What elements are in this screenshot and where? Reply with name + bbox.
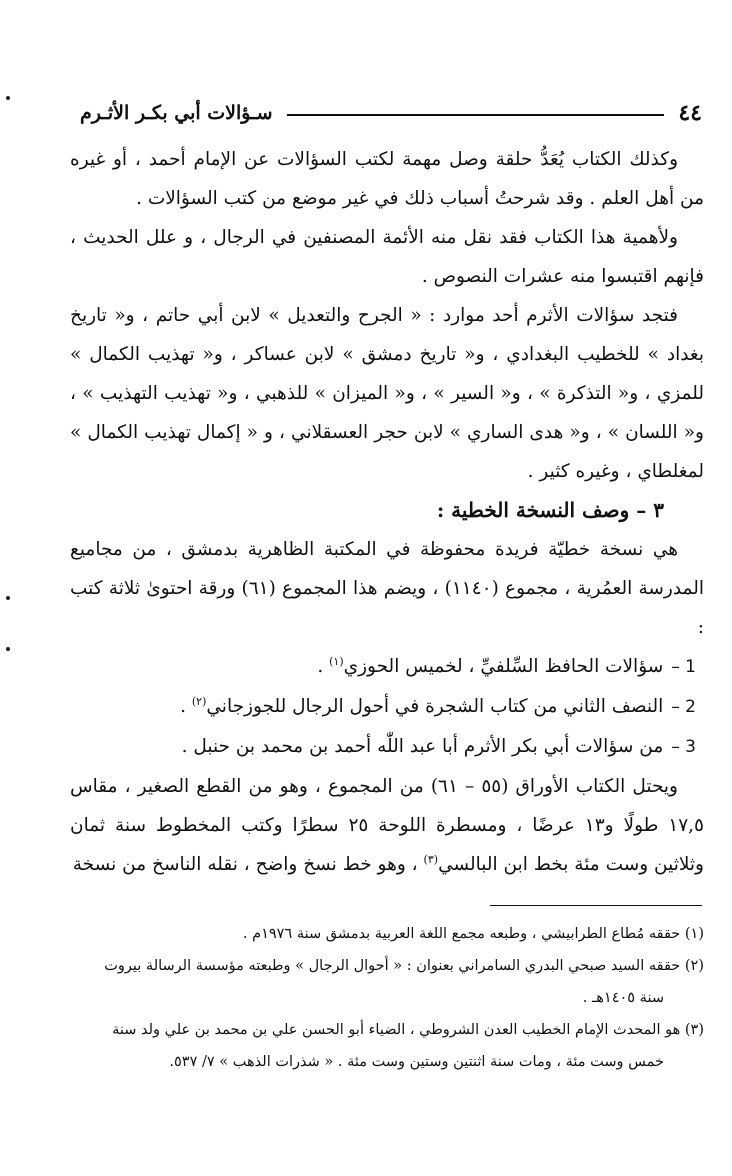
list-item bbox=[70, 647, 704, 687]
scan-speck bbox=[6, 96, 10, 100]
footnote-marker: (١) bbox=[329, 654, 344, 668]
list-number: 2 – bbox=[671, 697, 696, 717]
paragraph: فتجد سؤالات الأثرم أحد موارد : « الجرح والتعديل » لابن أبي حاتم ، و« تاريخ بغداد » للخطيب البغدادي ، و« تاريخ دمشق » لابن عساكر ، و« تهذيب الكمال » للمزي ، و« التذكرة » ، و« السير » ، و« الميزان » للذهبي ، و« تهذيب التهذيب » ، و« اللسان » ، و« هدى الساري » لابن حجر العسقلاني ، و « إكمال تهذيب الكمال » لمغلطاي ، وغيره كثير . bbox=[70, 305, 704, 482]
list-item bbox=[70, 687, 704, 727]
paragraph: هي نسخة خطيّة فريدة محفوظة في المكتبة الظاهرية بدمشق ، من مجاميع المدرسة العمُرية ، مجموع (١١٤٠) ، ويضم هذا المجموع (٦١) ورقة احتوىٰ ثلاثة كتب : bbox=[70, 539, 704, 638]
footnote-separator bbox=[490, 905, 702, 906]
footnote bbox=[64, 918, 704, 950]
footnote-continuation: خمس وست مئة ، ومات سنة اثنتين وستين وست مئة . « شذرات الذهب » ٧/ ٥٣٧. bbox=[169, 1054, 664, 1070]
list-number: 3 – bbox=[671, 737, 696, 757]
list-item bbox=[70, 727, 704, 767]
list-text: من سؤالات أبي بكر الأثرم أبا عبد اللّٰه أحمد بن محمد بن حنبل . bbox=[181, 736, 664, 757]
body-text bbox=[70, 140, 704, 884]
list-end: . bbox=[317, 656, 330, 677]
footnote-text: حققه السيد صبحي البدري السامراني بعنوان : « أحوال الرجال » وطبعته مؤسسة الرسالة بيروت bbox=[104, 958, 681, 974]
footnote bbox=[64, 1014, 704, 1046]
scan-speck bbox=[6, 647, 10, 651]
paragraph: ولأهمية هذا الكتاب فقد نقل منه الأئمة المصنفين في الرجال ، و علل الحديث ، فإنهم اقتبسوا منه عشرات النصوص . bbox=[70, 227, 704, 287]
header-rule bbox=[287, 114, 665, 116]
paragraph-text: ، وهو خط نسخ واضح ، نقله الناسخ من نسخة bbox=[72, 854, 424, 875]
footnote-marker: (٣) bbox=[423, 852, 439, 866]
footnote-marker: (٢) bbox=[191, 694, 207, 708]
running-title: سـؤالات أبي بكـر الأثـرم bbox=[80, 102, 273, 124]
page-header bbox=[80, 93, 702, 133]
footnote bbox=[64, 950, 704, 982]
scan-speck bbox=[6, 596, 10, 600]
paragraph bbox=[70, 767, 704, 884]
list-text: النصف الثاني من كتاب الشجرة في أحول الرجال للجوزجاني bbox=[206, 696, 664, 717]
list-end: . bbox=[180, 696, 192, 717]
list-number: 1 – bbox=[671, 657, 696, 677]
list-text: سؤالات الحافظ السِّلفيِّ ، لخميس الحوزي bbox=[343, 656, 664, 677]
section-heading: ٣ – وصف النسخة الخطية : bbox=[436, 498, 664, 522]
footnotes bbox=[64, 918, 704, 1078]
footnote-continuation: سنة ١٤٠٥هـ . bbox=[582, 990, 664, 1006]
footnote-text: حققه مُطاع الطرابيشي ، وطبعه مجمع اللغة العربية بدمشق سنة ١٩٧٦م . bbox=[242, 926, 681, 942]
paragraph-text: ويحتل الكتاب الأوراق (٥٥ – ٦١) من المجموع ، وهو من القطع الصغير ، مقاس ١٧,٥ طولًا و١٣ عرضًا ، ومسطرة اللوحة ٢٥ سطرًا وكتب المخطوط سنة ثمان وثلاثين وست مئة بخط ابن البالسي bbox=[70, 776, 704, 875]
paragraph: وكذلك الكتاب يُعَدُّ حلقة وصل مهمة لكتب السؤالات عن الإمام أحمد ، أو غيره من أهل العلم . وقد شرحتُ أسباب ذلك في غير موضع من كتب السؤالات . bbox=[70, 149, 704, 209]
footnote-text: هو المحدث الإمام الخطيب العدن الشروطي ، الضياء أبو الحسن علي بن محمد بن علي ولد سنة bbox=[112, 1022, 681, 1038]
footnote-number: (٢) bbox=[684, 958, 704, 974]
page-number: ٤٤ bbox=[678, 100, 702, 126]
footnote-number: (١) bbox=[684, 926, 704, 942]
footnote-number: (٣) bbox=[684, 1022, 704, 1038]
